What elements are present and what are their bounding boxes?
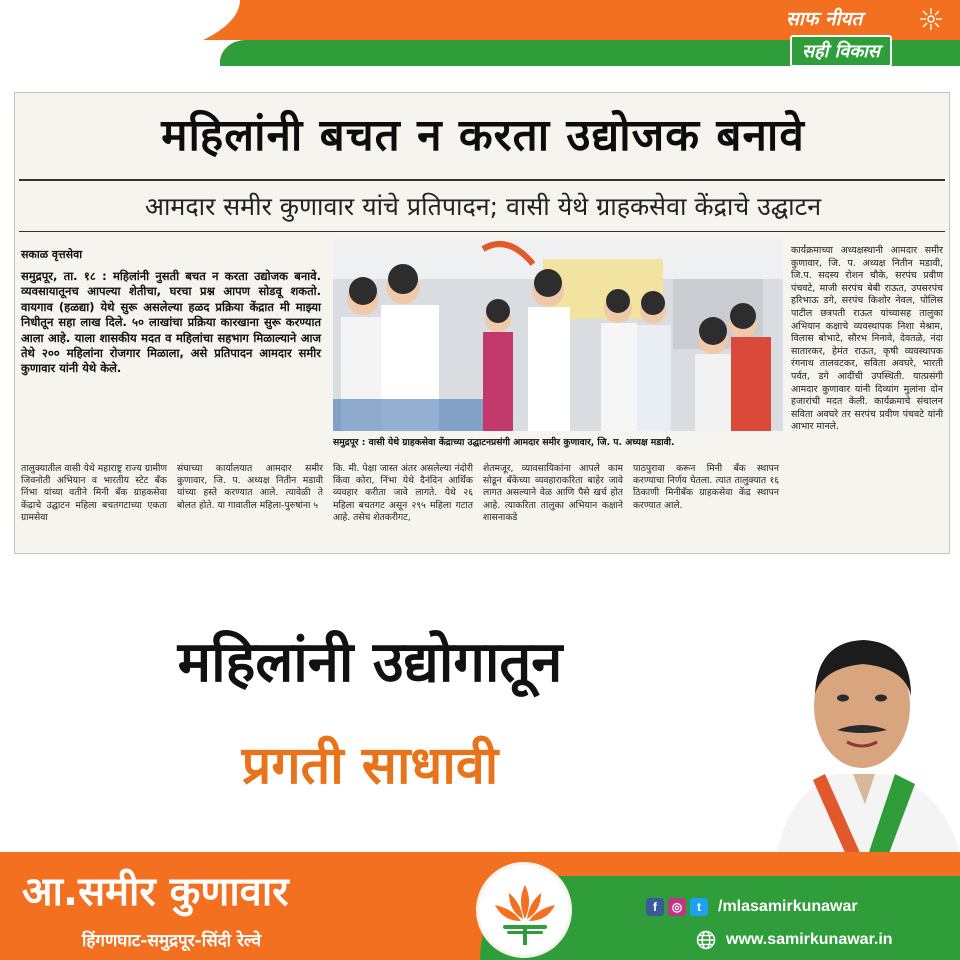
clipping-headline: महिलांनी बचत न करता उद्योजक बनावे [161, 110, 805, 161]
facebook-icon[interactable]: f [646, 898, 664, 916]
politician-portrait [765, 624, 960, 864]
headline-rule [19, 179, 945, 181]
footer-name: आ.समीर कुणावार [22, 869, 289, 915]
party-logo [476, 862, 572, 958]
slogan-headline-line-1: महिलांनी उद्योगातून [177, 630, 563, 695]
footer-constituency: हिंगणघाट-समुद्रपूर-सिंदी रेल्वे [82, 931, 262, 951]
clipping-lead-paragraph: समुद्रपूर, ता. १८ : महिलांनी नुसती बचत न करता उद्योजक बनावे. व्यवसायातूनच आपल्या शेतीचा, घरचा प्रश्न आपण सोडवू शकतो. वायगाव (हळद्या) येथे सुरू असलेल्या हळद प्रक्रिया केंद्रात मी माझ्या निधीतून सहा लाख दिले. ५० लाखांचा प्रक्रिया कारखाना सुरू करण्यात आला आहे. याला शासकीय मदत व महिलांचा सहभाग मिळाल्याने आज तेथे २०० महिलांना रोजगार मिळाला, असे प्रतिपादन आमदार समीर कुणावार यांनी येथे केले. [21, 269, 321, 376]
article-right-column: कार्यक्रमाच्या अध्यक्षस्थानी आमदार समीर कुणावार, जि. प. अध्यक्ष नितीन मडावी, जि.प. सदस्य रोशन चौके, सरपंच प्रवीण पंचवटे, माजी सरपंच बेबी राऊत, उपसरपंच हरिभाऊ डगे, सरपंच किशोर नेवल, पोलिस पाटील छत्रपती राऊत यांच्यासह तालुका अभियान कक्षाचे व्यवस्थापक निशा मेश्राम, विलास बोभाटे, सौरभ निनावे, देवतळे, नंदा सातारकर, हेमंत राऊत, कृषी व्यवस्थापक रंगनाथ तालवटकर, सविता अवघरे, भारती पर्वत, डगे आदींची उपस्थिती. यात्प्रसंगी आमदार कुणावार यांनी दिव्यांग मुलांना दोन हजारांची मदत केली. कार्यक्रमाचे संचालन सविता अवघरे तर सरपंच प्रवीण पंचवटे यांनी आभार मानले. [791, 245, 943, 433]
news-photo [333, 239, 783, 431]
clipping-subheadline: आमदार समीर कुणावार यांचे प्रतिपादन; वासी येथे ग्राहकसेवा केंद्राचे उद्घाटन [144, 192, 822, 221]
article-column-4: शेतमजूर, व्यावसायिकांना आपले काम सोडून बँकेच्या व्यवहाराकरिता बाहेर जावे लागत असल्याने वेळ आणि पैसे खर्च होत आहे. त्याकरिता तालुका अभियान कक्षाने शासनाकडे [483, 463, 623, 523]
clipping-byline: सकाळ वृत्तसेवा [21, 248, 83, 261]
article-column-5: पाठपुरावा करून मिनी बँक स्थापन करण्याचा निर्णय घेतला. त्यात तालुक्यात १६ ठिकाणी मिनीबँक ग्राहकसेवा केंद्र स्थापन करण्यात आले. [633, 463, 779, 511]
article-column-2: संघाच्या कार्यालयात आमदार समीर कुणावार, जि. प. अध्यक्ष नितीन मडावी यांच्या हस्ते करण्यात आले. त्यावेळी ते बोलत होते. या गावातील महिला-पुरुषांना ५ [177, 463, 323, 511]
twitter-icon[interactable]: t [690, 898, 708, 916]
article-column-1: तालुक्यातील वासी येथे महाराष्ट्र राज्य ग्रामीण जिवनोती अभियान व भारतीय स्टेट बँक निंभा यांच्या वतीने मिनी बँक ग्राहकसेवा केंद्राचे उद्घाटन महिला बचतगटाच्या एकता ग्रामसेवा [21, 463, 167, 523]
social-links [646, 898, 858, 916]
lotus-icon [485, 871, 565, 951]
instagram-icon[interactable]: ◎ [668, 898, 686, 916]
slogan-line-1: साफ नीयत [786, 8, 863, 30]
website-link [696, 930, 893, 950]
subhead-rule [19, 231, 945, 232]
news-photo-illustration [333, 239, 783, 431]
slogan-line-2: सही विकास [790, 35, 892, 67]
slogan-headline-line-2: प्रगती साधावी [241, 736, 499, 796]
flower-decoration-icon [918, 6, 944, 32]
photo-caption: समुद्रपूर : वासी येथे ग्राहकसेवा केंद्राच्या उद्घाटनप्रसंगी आमदार समीर कुणावार, जि. प. अध्यक्ष मडावी. [333, 437, 675, 448]
top-banner-curve [0, 0, 240, 66]
globe-icon [696, 930, 716, 950]
newspaper-clipping [14, 92, 950, 554]
social-handle[interactable]: /mlasamirkunawar [718, 898, 858, 915]
website-url[interactable]: www.samirkunawar.in [726, 931, 893, 948]
article-column-3: कि. मी. पेक्षा जास्त अंतर असलेल्या नंदोरी किंवा कोरा, निंभा येथे दैनंदिन आर्थिक व्यवहार करीता जावे लागते. येथे २६ महिला बचतगट असून २९५ महिला गटात आहे. तसेच शेतकरीगट, [333, 463, 473, 523]
